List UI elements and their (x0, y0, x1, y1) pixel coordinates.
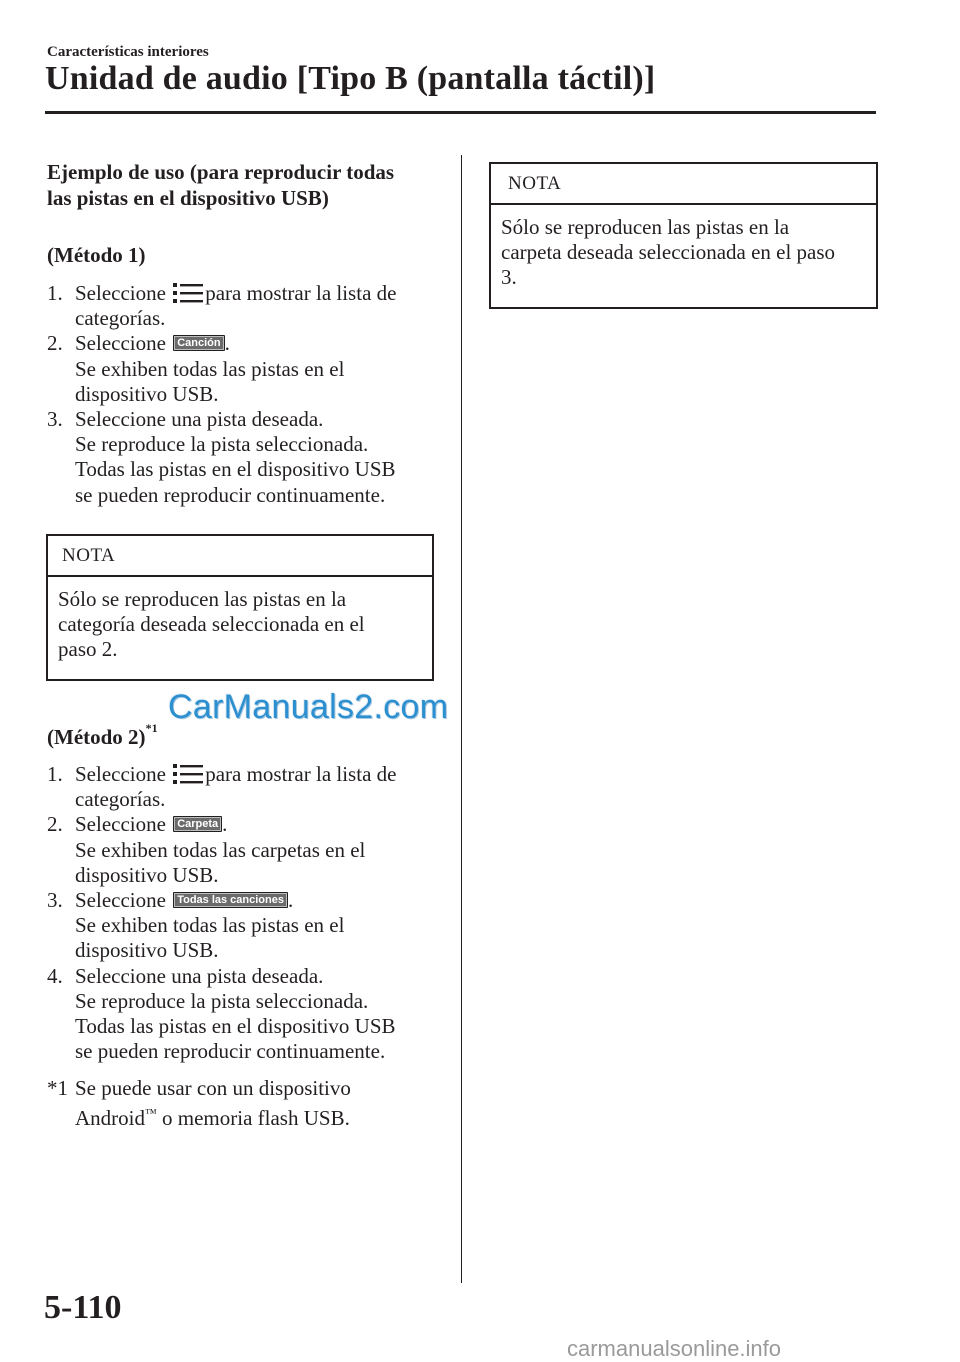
list-icon (173, 283, 203, 303)
title-rule (45, 111, 876, 114)
cancion-button: Canción (173, 335, 224, 351)
method-2-title: (Método 2)$^{*1}$ (47, 721, 158, 749)
note-heading: NOTA (491, 164, 876, 205)
site-watermark: carmanualsonline.info (567, 1336, 782, 1361)
method-2-step-3: 3. Seleccione Todas las canciones . Se exhiben todas las pistas en el dispositivo USB. (47, 888, 345, 963)
note-heading: NOTA (48, 536, 432, 577)
method-1-title: (Método 1) (47, 243, 146, 267)
note-box-2 (489, 162, 878, 309)
column-divider (461, 155, 462, 1283)
page-number: 5-110 (44, 1289, 122, 1326)
method-2-step-2: 2. Seleccione Carpeta . Se exhiben todas las carpetas en el dispositivo USB. (47, 812, 366, 887)
method-1-step-2: 2. Seleccione Canción . Se exhiben todas las pistas en el dispositivo USB. (47, 331, 345, 406)
method-1-step-1: 1. Seleccione para mostrar la lista de categorías. (47, 281, 397, 331)
note-body: Sólo se reproducen las pistas en la categoría deseada seleccionada en el paso 2. (58, 587, 365, 661)
method-1-steps (47, 281, 396, 508)
method-2-step-4: 4. Seleccione una pista deseada. Se reproduce la pista seleccionada. Todas las pistas en el dispositivo USB se pueden reproducir continuamente. (47, 963, 396, 1064)
list-icon (173, 764, 203, 784)
todas-las-canciones-button: Todas las canciones (173, 892, 288, 908)
note-box-1 (46, 534, 434, 681)
example-heading: Ejemplo de uso (para reproducir todas las pistas en el dispositivo USB) (47, 160, 395, 210)
page-title: Unidad de audio [Tipo B (pantalla táctil)] (45, 60, 656, 97)
footnote: *1 Se puede usar con un dispositivo Android™ o memoria flash USB. (47, 1076, 351, 1131)
note-body: Sólo se reproducen las pistas en la carpeta deseada seleccionada en el paso 3. (501, 215, 836, 289)
method-1-step-3: 3. Seleccione una pista deseada. Se reproduce la pista seleccionada. Todas las pistas en el dispositivo USB se pueden reproducir continuamente. (47, 407, 396, 507)
section-label: Características interiores (47, 44, 209, 60)
carpeta-button: Carpeta (173, 816, 222, 832)
method-2-steps (47, 762, 396, 1064)
method-2-step-1: 1. Seleccione para mostrar la lista de categorías. (47, 762, 397, 812)
watermark: CarManuals2.com (168, 688, 449, 726)
